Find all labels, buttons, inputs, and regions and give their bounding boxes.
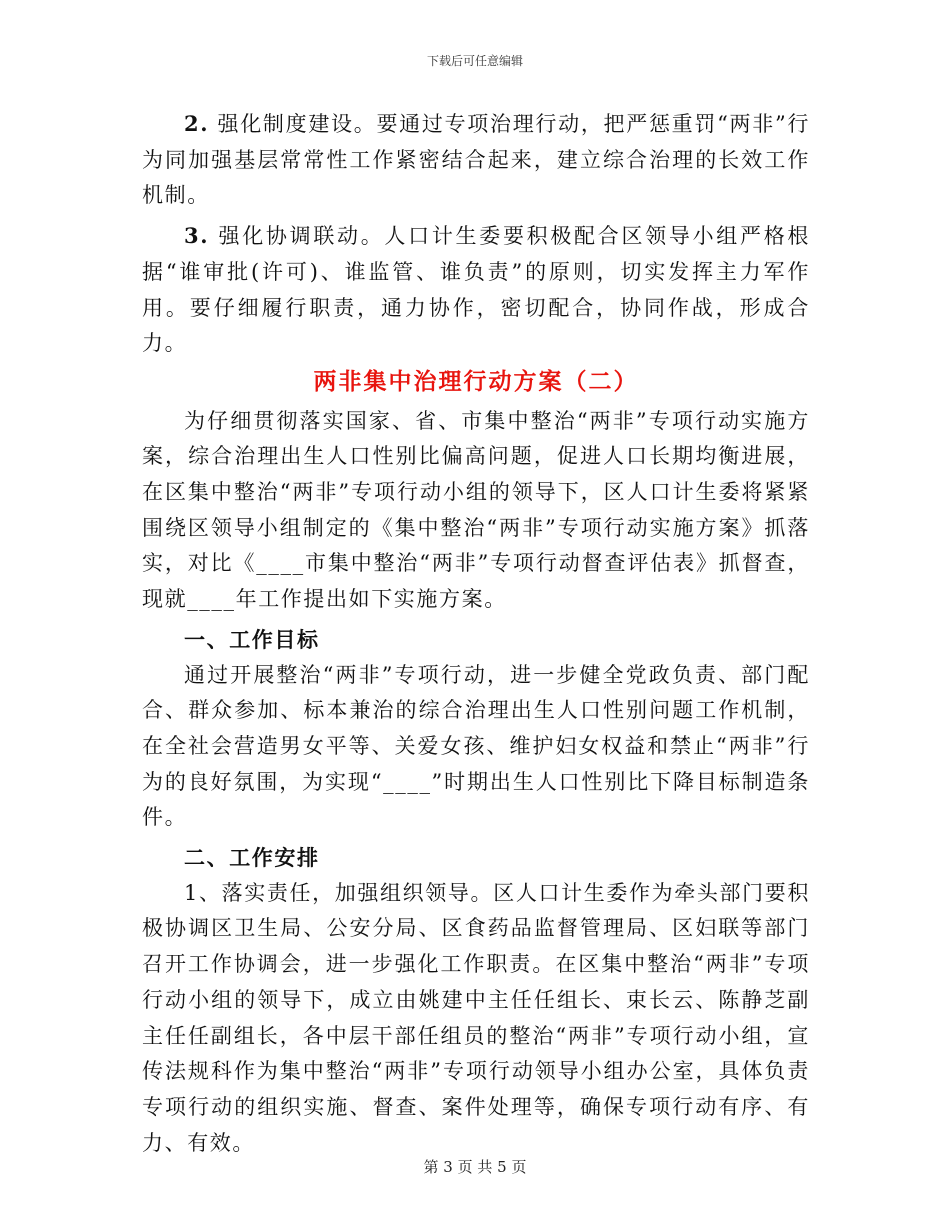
item-number-3: 3. bbox=[184, 223, 210, 249]
page-header: 下载后可任意编辑 bbox=[426, 54, 523, 68]
arrangement-paragraph: 1、落实责任，加强组织领导。区人口计生委作为牵头部门要积极协调区卫生局、公安分局、区食药品监督管理局、区妇联等部门召开工作协调会，进一步强化工作职责。在区集中整治“两非”专项行动小组的领导下，成立由姚建中主任任组长、束长云、陈静芝副主任任副组长，各中层干部任组员的整治“两非”专项行动小组，宣传法规科作为集中整治“两非”专项行动领导小组办公室，具体负责专项行动的组织实施、督查、案件处理等，确保专项行动有序、有力、有效。 bbox=[142, 880, 810, 1155]
paragraph-1-text: 强化制度建设。要通过专项治理行动，把严惩重罚“两非”行为同加强基层常常性工作紧密结合起来，建立综合治理的长效工作机制。 bbox=[142, 112, 810, 208]
goals-paragraph: 通过开展整治“两非”专项行动，进一步健全党政负责、部门配合、群众参加、标本兼治的综合治理出生人口性别问题工作机制，在全社会营造男女平等、关爱女孩、维护妇女权益和禁止“两非”行为的良好氛围，为实现“____”时期出生人口性别比下降目标制造条件。 bbox=[142, 662, 810, 830]
intro-paragraph: 为仔细贯彻落实国家、省、市集中整治“两非”专项行动实施方案，综合治理出生人口性别比偏高问题，促进人口长期均衡进展，在区集中整治“两非”专项行动小组的领导下，区人口计生委将紧紧围绕区领导小组制定的《集中整治“两非”专项行动实施方案》抓落实，对比《____市集中整治“两非”专项行动督查评估表》抓督查，现就____年工作提出如下实施方案。 bbox=[142, 408, 810, 612]
item-number-2: 2. bbox=[184, 111, 210, 136]
paragraph-1 bbox=[142, 106, 810, 214]
page-footer: 第 3 页 共 5 页 bbox=[423, 1158, 527, 1176]
paragraph-2-text: 强化协调联动。人口计生委要积极配合区领导小组严格根据“谁审批(许可)、谁监管、谁负责”的原则，切实发挥主力军作用。要仔细履行职责，通力协作，密切配合，协同作战，形成合力。 bbox=[142, 224, 810, 356]
document-body bbox=[142, 106, 810, 1161]
paragraph-2 bbox=[142, 218, 810, 362]
heading-work-arrangement: 二、工作安排 bbox=[184, 845, 320, 871]
heading-work-goals: 一、工作目标 bbox=[184, 626, 320, 652]
section-title: 两非集中治理行动方案（二） bbox=[313, 367, 639, 395]
